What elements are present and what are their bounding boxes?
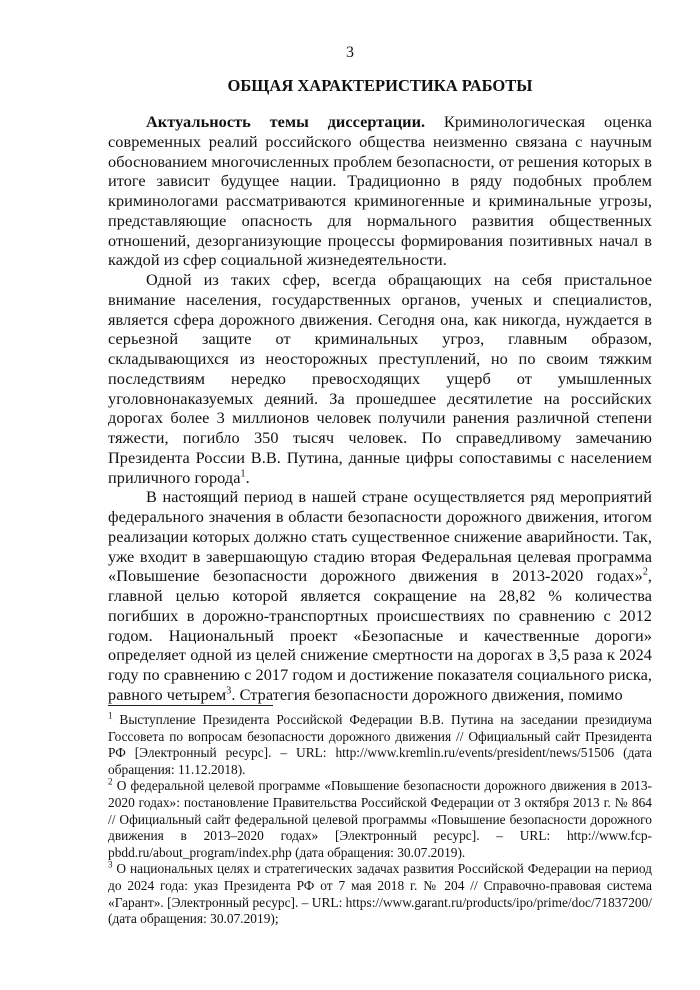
footnote-2 (108, 778, 652, 861)
paragraph-3-text-a: В настоящий период в нашей стране осуществляется ряд мероприятий федерального значения в области безопасности дорожного движения, итогом реализации которых должно стать существенное снижение аварийности. Так, уже входит в завершающую стадию вторая Федеральная целевая программа «Повышение безопасности дорожного движения в 2013-2020 годах» (108, 487, 652, 586)
paragraph-relevance (108, 112, 652, 270)
paragraph-2-text: Одной из таких сфер, всегда обращающих на себя пристальное внимание населения, государственных органов, ученых и специалистов, является сфера дорожного движения. Сегодня она, как никогда, нуждается в серьезной защите от криминальных угроз, главным образом, складывающихся из неосторожных преступлений, но по своим тяжким последствиям нередко превосходящих ущерб от умышленных уголовнонаказуемых деяний. За прошедшее десятилетие на российских дорогах более 3 миллионов человек получили ранения различной степени тяжести, погибло 350 тысяч человек. По справедливому замечанию Президента России В.В. Путина, данные цифры сопоставимы с населением приличного города (108, 270, 652, 487)
paragraph-programs (108, 487, 652, 704)
footnote-3-text: О национальных целях и стратегических задачах развития Российской Федерации на период до 2024 года: указ Президента РФ от 7 мая 2018 г. № 204 // Справочно-правовая система «Гарант». [Электронный ресурс]. – URL: https://www.garant.ru/products/ipo/prime/doc/71837200/ (дата обращения: 30.07.2019); (108, 861, 652, 927)
footnote-1-text: Выступление Президента Российской Федерации В.В. Путина на заседании президиума Госсовета по вопросам безопасности дорожного движения // Официальный сайт Президента РФ [Электронный ресурс]. – URL: http://www.kremlin.ru/events/president/news/51506 (дата обращения: 11.12.2018). (108, 712, 652, 777)
paragraph-3-text-c: . Стратегия безопасности дорожного движения, помимо (231, 684, 623, 704)
body-text (108, 112, 652, 705)
paragraph-3-text-b: , главной целью которой является сокращение на 28,82 % количества погибших в дорожно-транспортных происшествиях по сравнению с 2012 годом. Национальный проект «Безопасные и качественные дороги» определяет одной из целей снижение смертности на дорогах в 3,5 раза к 2024 году по сравнению с 2017 годом и достижение показателя социального риска, равного четырем (108, 566, 652, 704)
footnote-ref-2[interactable]: 2 (642, 566, 648, 578)
footnote-1-mark: 1 (108, 710, 113, 721)
footnotes (108, 712, 652, 928)
footnote-1 (108, 712, 652, 778)
footnote-2-mark: 2 (108, 776, 113, 787)
page-number: 3 (346, 44, 354, 61)
footnote-3 (108, 861, 652, 927)
footnote-3-mark: 3 (108, 859, 113, 870)
footnote-separator (108, 705, 273, 706)
paragraph-road-traffic (108, 270, 652, 487)
paragraph-2-end: . (245, 467, 250, 487)
section-title: ОБЩАЯ ХАРАКТЕРИСТИКА РАБОТЫ (227, 76, 533, 95)
paragraph-1-text: Криминологическая оценка современных реалий российского общества неизменно связана с научным обоснованием многочисленных проблем безопасности, от решения которых в итоге зависит будущее нации. Традиционно в ряду подобных проблем криминологами рассматриваются криминогенные и криминальные угрозы, представляющие опасность для нормального развития общественных отношений, дезорганизующие процессы формирования позитивных начал в каждой из сфер социальной жизнедеятельности. (108, 112, 652, 270)
footnote-ref-3[interactable]: 3 (226, 685, 232, 697)
footnote-ref-1[interactable]: 1 (240, 468, 246, 480)
relevance-lead: Актуальность темы диссертации. (146, 112, 426, 131)
footnote-2-text: О федеральной целевой программе «Повышение безопасности дорожного движения в 2013-2020 годах»: постановление Правительства Российской Федерации от 3 октября 2013 г. № 864 // Официальный сайт федеральной целевой программы «Повышение безопасности дорожного движения в 2013–2020 годах» [Электронный ресурс]. – URL: http://www.fcp-pbdd.ru/about_program/index.php (дата обращения: 30.07.2019). (108, 778, 652, 860)
